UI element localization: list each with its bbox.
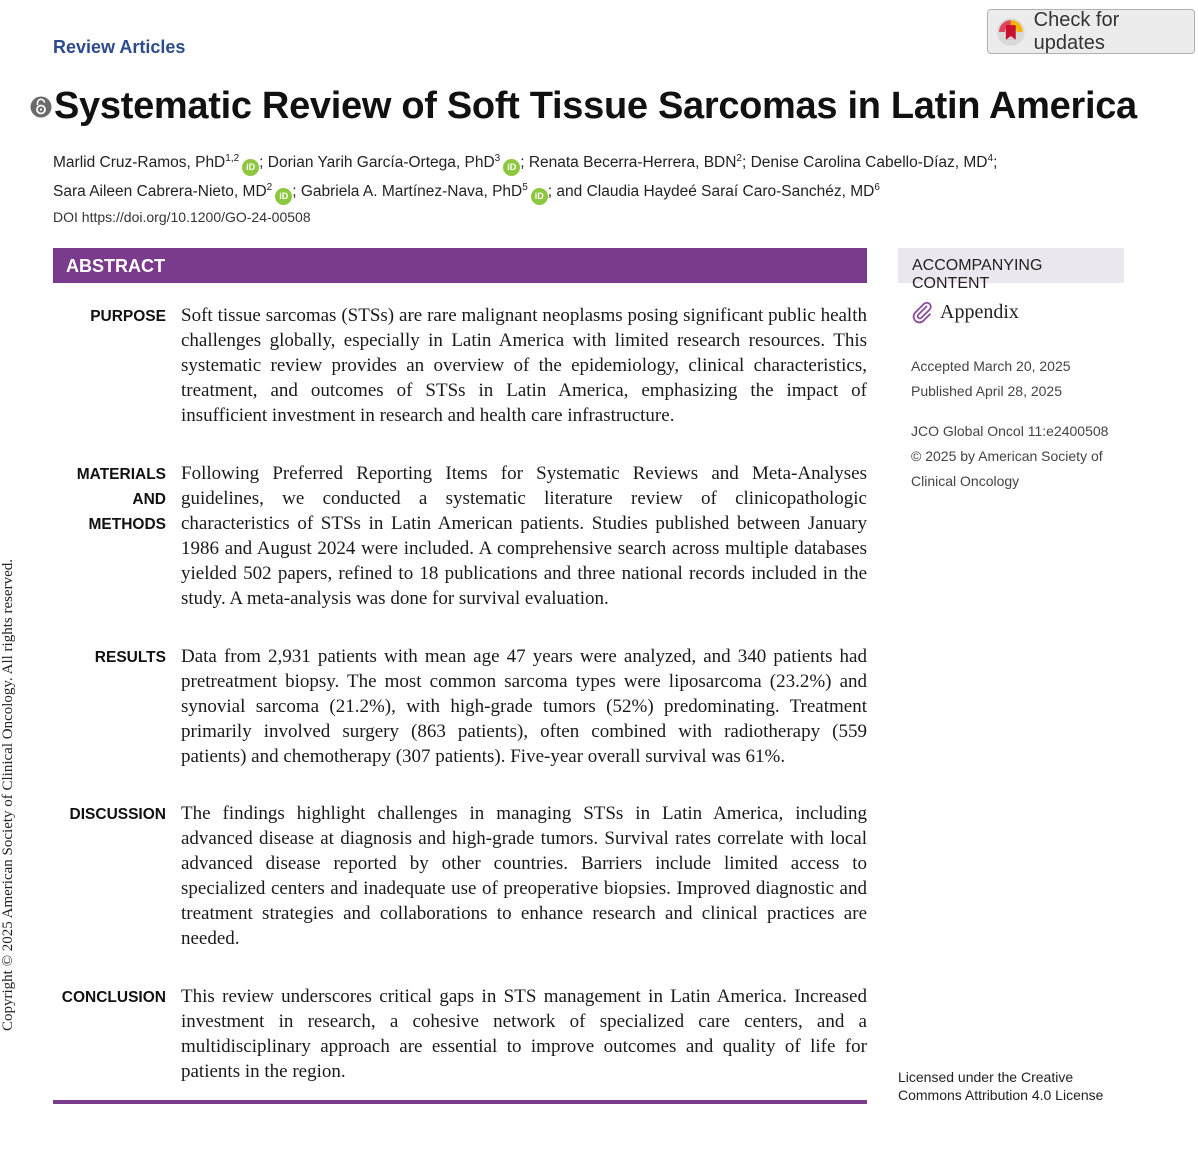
author-name[interactable]: ; Gabriela A. Martínez-Nava, PhD <box>292 183 523 201</box>
author-name[interactable]: ; Denise Carolina Cabello-Díaz, MD <box>741 154 988 172</box>
purpose-label: PURPOSE <box>90 308 166 325</box>
abstract-results <box>53 644 867 769</box>
author-name[interactable]: Marlid Cruz-Ramos, PhD <box>53 154 226 172</box>
affiliation-sup: 5 <box>522 182 528 194</box>
check-updates-button[interactable] <box>987 9 1195 54</box>
side-copyright: Copyright © 2025 American Society of Clinical Oncology. All rights reserved. <box>0 559 16 1032</box>
orcid-icon[interactable]: iD <box>531 188 548 205</box>
methods-label <box>53 461 166 611</box>
affiliation-sup: 6 <box>874 182 880 194</box>
results-label: RESULTS <box>94 649 166 666</box>
affiliation-sup: 1,2 <box>225 153 240 164</box>
purpose-text: Soft tissue sarcomas (STSs) are rare malignant neoplasms posing significant public health challenges globally, especially in Latin America with limited research resources. This systematic review provides an overview of the epidemiology, clinical characteristics, treatment, and outcomes of STSs in Latin America, emphasizing the impact of insufficient investment in research and health care infrastructure. <box>181 305 867 426</box>
check-updates-label: Check for updates <box>1033 8 1120 54</box>
paperclip-icon <box>910 300 934 324</box>
accompanying-content-heading: ACCOMPANYING CONTENT <box>898 248 1124 283</box>
methods-label-line-2: AND METHODS <box>88 491 166 533</box>
orcid-icon[interactable]: iD <box>503 159 520 176</box>
accepted-date: Accepted March 20, 2025 <box>911 358 1071 374</box>
copyright-line-1: © 2025 by American Society of <box>911 448 1103 464</box>
doi-link[interactable]: DOI https://doi.org/10.1200/GO-24-00508 <box>53 209 311 225</box>
affiliation-sup: 2 <box>736 153 742 164</box>
affiliation-sup: 2 <box>266 182 273 194</box>
orcid-icon[interactable]: iD <box>242 159 259 176</box>
abstract-methods <box>53 461 867 611</box>
published-date: Published April 28, 2025 <box>911 383 1062 399</box>
author-list <box>53 147 1063 205</box>
open-access-icon <box>30 96 52 118</box>
conclusion-label: CONCLUSION <box>61 989 166 1006</box>
author-name[interactable]: ; and Claudia Haydeé Saraí Caro-Sanchéz, MD <box>547 183 875 201</box>
title-row <box>30 85 1137 128</box>
copyright-line-2: Clinical Oncology <box>911 473 1020 489</box>
conclusion-text: This review underscores critical gaps in STS management in Latin America. Increased investment in research, a cohesive network of specialized care centers, and a multidisciplinary approach are essential to improve outcomes and quality of life for patients in the region. <box>181 986 867 1082</box>
methods-text: Following Preferred Reporting Items for Systematic Reviews and Meta-Analyses guidelines, we conducted a systematic literature review of clinicopathologic characteristics of STSs in Latin American patients. Studies published between January 1986 and August 2024 were included. A comprehensive search across multiple databases yielded 502 papers, refined to 18 publications and three national records included in the study. A meta-analysis was done for survival evaluation. <box>181 463 867 609</box>
author-separator: ; <box>993 154 998 172</box>
abstract-heading: ABSTRACT <box>53 248 867 283</box>
orcid-icon[interactable]: iD <box>275 188 292 205</box>
license-note[interactable] <box>898 1068 1138 1104</box>
results-text: Data from 2,931 patients with mean age 47 years were analyzed, and 340 patients had pretreatment biopsy. The most common sarcoma types were liposarcoma (23.2%) and synovial sarcoma (21.2%), with high-grade tumors (52%) predominating. Treatment primarily involved surgery (863 patients), often combined with radiotherapy (559 patients) and chemotherapy (307 patients). Five-year overall survival was 61%. <box>181 646 867 767</box>
affiliation-sup: 4 <box>987 153 994 164</box>
page-title: Systematic Review of Soft Tissue Sarcomas in Latin America <box>54 85 1137 127</box>
discussion-label: DISCUSSION <box>69 806 166 823</box>
dates-block <box>911 354 1071 404</box>
section-label[interactable]: Review Articles <box>53 37 186 57</box>
methods-label-line-1: MATERIALS <box>76 466 166 483</box>
author-name[interactable]: ; Dorian Yarih García-Ortega, PhD <box>259 154 495 172</box>
affiliation-sup: 3 <box>494 153 501 164</box>
author-name[interactable]: ; Renata Becerra-Herrera, BDN <box>520 154 737 172</box>
journal-info <box>911 419 1108 494</box>
check-updates-icon <box>996 17 1026 47</box>
abstract-conclusion <box>53 984 867 1084</box>
abstract-purpose <box>53 303 867 428</box>
appendix-link[interactable] <box>910 300 1019 324</box>
license-line-2: Commons Attribution 4.0 License <box>898 1087 1104 1103</box>
appendix-label: Appendix <box>940 300 1019 323</box>
discussion-text: The findings highlight challenges in managing STSs in Latin America, including advanced disease at diagnosis and high-grade tumors. Survival rates correlate with local advanced disease reported by other countries. Barriers include limited access to specialized centers and inadequate use of preoperative biopsies. Improved diagnostic and treatment strategies and collaborations to enhance research and clinical practices are needed. <box>181 803 867 949</box>
abstract-discussion <box>53 801 867 951</box>
abstract-bottom-rule <box>53 1100 867 1104</box>
license-line-1: Licensed under the Creative <box>898 1069 1074 1085</box>
author-name[interactable]: Sara Aileen Cabrera-Nieto, MD <box>53 183 267 201</box>
journal-citation: JCO Global Oncol 11:e2400508 <box>911 423 1109 439</box>
